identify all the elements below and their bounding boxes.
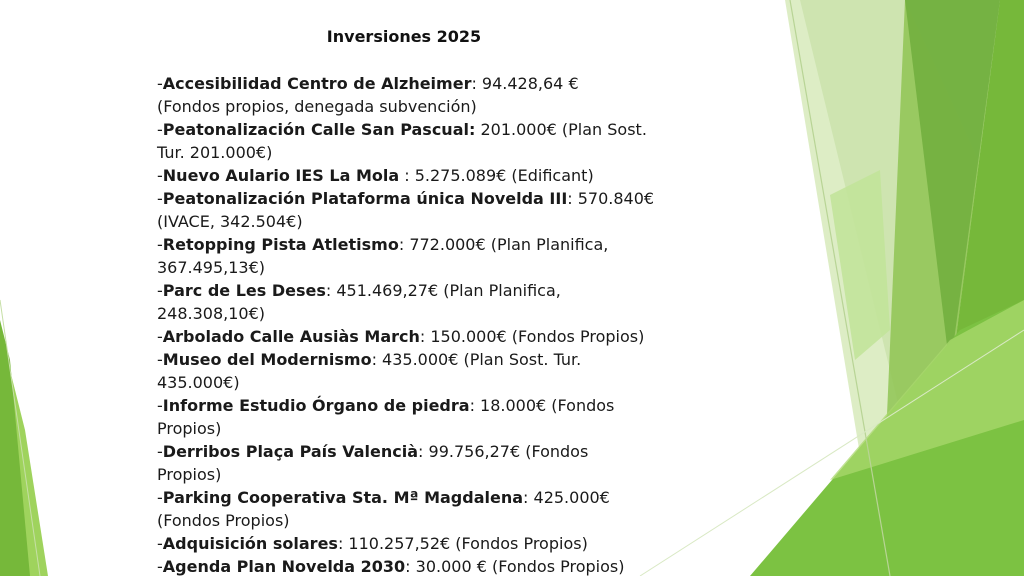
list-item: [157, 555, 667, 578]
list-item: [157, 233, 667, 279]
item-prefix: -: [157, 396, 163, 415]
list-item: [157, 72, 667, 118]
list-item: [157, 118, 667, 164]
item-detail: : 99.756,27€ (Fondos Propios): [157, 442, 589, 484]
item-name: Adquisición solares: [162, 534, 338, 553]
item-name: Nuevo Aulario IES La Mola: [162, 166, 400, 185]
item-detail: : 435.000€ (Plan Sost. Tur. 435.000€): [157, 350, 582, 392]
item-detail: : 110.257,52€ (Fondos Propios): [337, 534, 588, 553]
item-prefix: -: [157, 189, 163, 208]
list-item: [157, 486, 667, 532]
item-prefix: -: [157, 557, 163, 576]
item-detail: : 570.840€ (IVACE, 342.504€): [157, 189, 655, 231]
item-name: Peatonalización Calle San Pascual:: [162, 120, 476, 139]
investment-list: [157, 72, 667, 578]
item-name: Derribos Plaça País Valencià: [162, 442, 419, 461]
item-prefix: -: [157, 534, 163, 553]
item-prefix: -: [157, 235, 163, 254]
item-detail: : 772.000€ (Plan Planifica, 367.495,13€): [157, 235, 609, 277]
item-detail: : 451.469,27€ (Plan Planifica, 248.308,10€): [157, 281, 561, 323]
item-detail: 201.000€ (Plan Sost. Tur. 201.000€): [157, 120, 647, 162]
list-item: [157, 164, 667, 187]
item-name: Parc de Les Deses: [162, 281, 326, 300]
item-prefix: -: [157, 74, 163, 93]
item-name: Agenda Plan Novelda 2030: [162, 557, 406, 576]
list-item: [157, 394, 667, 440]
list-item: [157, 440, 667, 486]
list-item: [157, 279, 667, 325]
list-item: [157, 325, 667, 348]
item-detail: : 18.000€ (Fondos Propios): [157, 396, 615, 438]
item-prefix: -: [157, 327, 163, 346]
item-name: Accesibilidad Centro de Alzheimer: [162, 74, 472, 93]
slide-title: Inversiones 2025: [326, 27, 482, 46]
item-prefix: -: [157, 488, 163, 507]
item-name: Peatonalización Plataforma única Novelda III: [162, 189, 568, 208]
item-prefix: -: [157, 281, 163, 300]
item-detail: : 5.275.089€ (Edificant): [399, 166, 594, 185]
item-detail: : 150.000€ (Fondos Propios): [419, 327, 645, 346]
item-name: Arbolado Calle Ausiàs March: [162, 327, 420, 346]
list-item: [157, 348, 667, 394]
list-item: [157, 187, 667, 233]
item-name: Museo del Modernismo: [162, 350, 372, 369]
item-prefix: -: [157, 120, 163, 139]
item-name: Informe Estudio Órgano de piedra: [162, 396, 470, 415]
list-item: [157, 532, 667, 555]
item-name: Parking Cooperativa Sta. Mª Magdalena: [162, 488, 524, 507]
item-prefix: -: [157, 350, 163, 369]
item-prefix: -: [157, 442, 163, 461]
item-name: Retopping Pista Atletismo: [162, 235, 399, 254]
item-prefix: -: [157, 166, 163, 185]
item-detail: : 94.428,64 € (Fondos propios, denegada subvención): [157, 74, 579, 116]
item-detail: : 425.000€ (Fondos Propios): [157, 488, 610, 530]
item-detail: : 30.000 € (Fondos Propios): [405, 557, 625, 576]
